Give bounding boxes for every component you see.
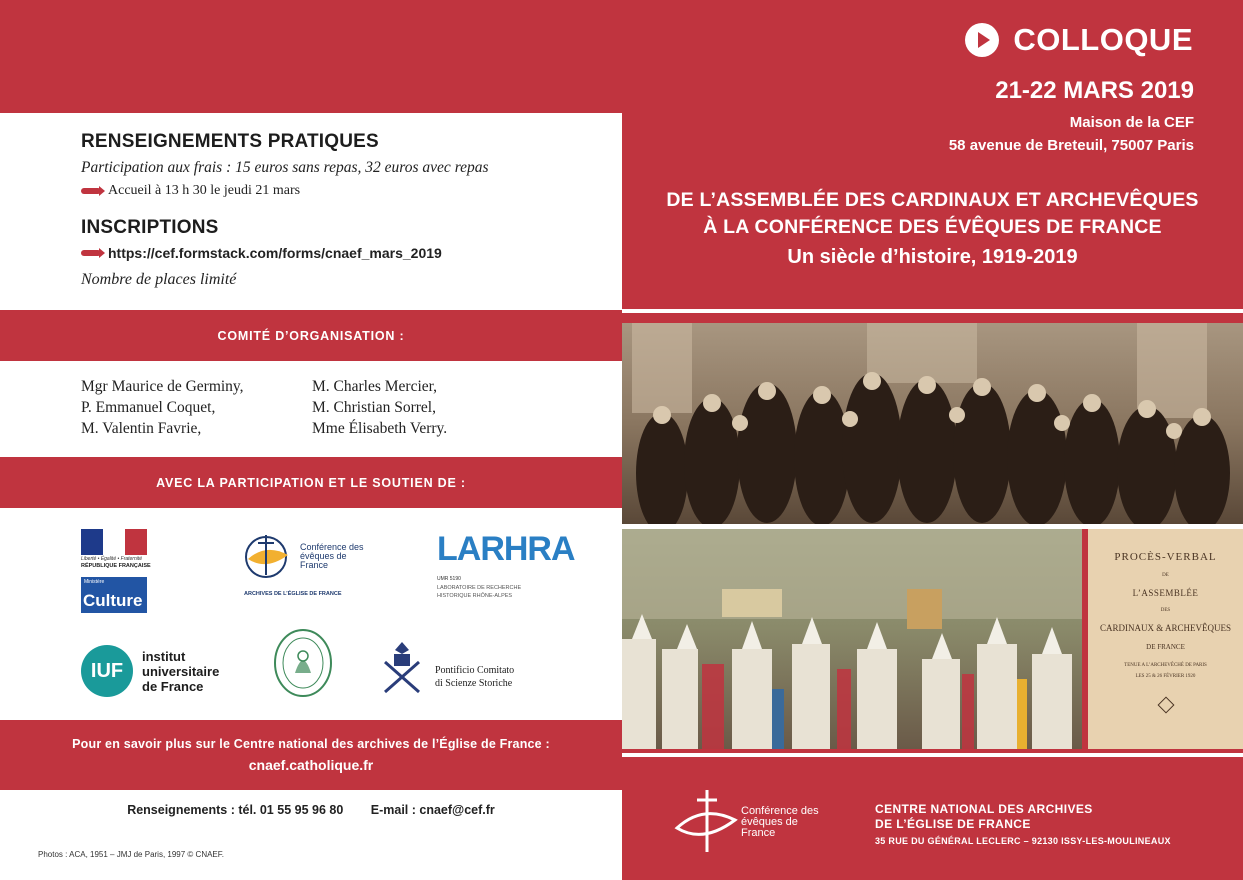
practical-title: RENSEIGNEMENTS PRATIQUES	[81, 131, 379, 152]
iuf-line1: institut	[142, 649, 186, 664]
archivistes-seal-logo	[273, 628, 333, 698]
pv-line1: PROCÈS-VERBAL	[1114, 551, 1217, 563]
welcome-text: Accueil à 13 h 30 le jeudi 21 mars	[108, 183, 301, 198]
subtitle: Un siècle d’histoire, 1919-2019	[787, 246, 1078, 268]
pv-line8: LES 25 & 26 FÉVRIER 1920	[1135, 674, 1196, 679]
member-name: Mgr Maurice de Germiny,	[81, 378, 244, 395]
title-line-1: DE L’ASSEMBLÉE DES CARDINAUX ET ARCHEVÊQUES	[666, 189, 1199, 211]
iuf-abbr: IUF	[90, 659, 124, 682]
arrow-icon	[81, 188, 101, 194]
pontificio-name	[435, 664, 514, 690]
venue-name: Maison de la CEF	[1069, 114, 1194, 131]
jmj-photo-image	[622, 529, 1082, 749]
member-name: P. Emmanuel Coquet,	[81, 399, 216, 416]
left-top-band	[0, 0, 622, 113]
proces-verbal-document	[1088, 529, 1243, 749]
member-name: Mme Élisabeth Verry.	[312, 420, 448, 437]
cardinals-photo-image	[622, 323, 1243, 524]
colloque-label: COLLOQUE	[1013, 22, 1193, 57]
pv-ornament-icon	[1157, 697, 1174, 714]
photo-credits: Photos : ACA, 1951 – JMJ de Paris, 1997 © CNAEF.	[38, 850, 224, 859]
proces-verbal-text	[1088, 529, 1243, 711]
larhra-wordmark: LARHRA	[437, 530, 575, 568]
divider	[622, 309, 1243, 313]
centre-address: 35 RUE DU GÉNÉRAL LECLERC – 92130 ISSY-LES-MOULINEAUX	[875, 836, 1171, 846]
ministere-culture-logo	[81, 529, 151, 613]
pv-line7: TENUE A L’ARCHEVÊCHÉ DE PARIS	[1124, 663, 1207, 668]
republique-flag-icon	[81, 529, 147, 555]
pontificio-line2: di Scienze Storiche	[435, 678, 513, 689]
iuf-logo	[81, 645, 231, 697]
registration-url[interactable]: https://cef.formstack.com/forms/cnaef_mars_2019	[108, 245, 442, 261]
more-info-text: Pour en savoir plus sur le Centre national des archives de l’Église de France :	[72, 737, 550, 751]
arrow-icon	[81, 250, 101, 256]
support-band	[0, 457, 622, 508]
pv-line2: DE	[1162, 573, 1169, 578]
colloque-title-block	[622, 187, 1243, 269]
cnaef-block	[875, 802, 1171, 846]
play-icon	[965, 23, 999, 57]
cef-archives-label: ARCHIVES DE L’ÉGLISE DE FRANCE	[244, 591, 342, 597]
centre-line1: CENTRE NATIONAL DES ARCHIVES	[875, 802, 1093, 816]
pontificio-line1: Pontificio Comitato	[435, 665, 515, 676]
cef-footer-name: Conférence des évêques de France	[741, 805, 819, 839]
pv-line4: DES	[1160, 608, 1171, 613]
papal-keys-icon	[377, 640, 427, 696]
member-name: M. Christian Sorrel,	[312, 399, 436, 416]
republique-name: RÉPUBLIQUE FRANÇAISE	[81, 563, 151, 569]
fees-text: Participation aux frais : 15 euros sans repas, 32 euros avec repas	[81, 159, 489, 176]
members-right-list	[312, 376, 447, 439]
cef-fish-cross-icon	[244, 531, 296, 583]
larhra-sub1: LABORATOIRE DE RECHERCHE	[437, 585, 522, 591]
iuf-line3: de France	[142, 679, 204, 694]
more-info-band	[0, 720, 622, 790]
ministere-label: Ministère	[84, 579, 105, 585]
larhra-logo	[437, 530, 575, 610]
pv-line6: DE FRANCE	[1146, 643, 1185, 651]
practical-info-section	[81, 131, 601, 289]
registration-link-line[interactable]	[81, 245, 601, 261]
cef-archives-logo	[244, 531, 364, 605]
larhra-sub2: HISTORIQUE RHÔNE-ALPES	[437, 593, 513, 599]
contact-line	[0, 803, 622, 817]
phone-text: Renseignements : tél. 01 55 95 96 80	[127, 803, 344, 817]
member-name: M. Valentin Favrie,	[81, 420, 202, 437]
culture-box	[81, 577, 147, 613]
colloque-header	[965, 22, 1193, 58]
members-left-list	[81, 376, 244, 439]
pv-line3: L’ASSEMBLÉE	[1132, 588, 1199, 598]
jmj-crowd-photo	[622, 529, 1082, 749]
cef-name: Conférence des évêques de France	[300, 542, 364, 570]
venue-address: 58 avenue de Breteuil, 75007 Paris	[948, 137, 1194, 154]
cef-footer-logo	[673, 786, 823, 856]
larhra-umr: UMR 5190	[437, 576, 461, 582]
seal-icon	[273, 628, 333, 698]
limited-places-text: Nombre de places limité	[81, 271, 237, 288]
welcome-line	[81, 183, 601, 199]
inscriptions-title: INSCRIPTIONS	[81, 217, 219, 238]
pv-line5: CARDINAUX & ARCHEVÊQUES	[1099, 623, 1231, 633]
iuf-line2: universitaire	[142, 664, 220, 679]
support-heading: AVEC LA PARTICIPATION ET LE SOUTIEN DE :	[156, 475, 466, 490]
pontificio-logo	[377, 640, 547, 696]
cardinals-group-photo	[622, 323, 1243, 524]
culture-label: Culture	[83, 591, 143, 610]
centre-line2: DE L’ÉGLISE DE FRANCE	[875, 817, 1031, 831]
republique-motto: Liberté • Égalité • Fraternité	[81, 556, 143, 562]
divider	[622, 753, 1243, 757]
member-name: M. Charles Mercier,	[312, 378, 438, 395]
iuf-name	[142, 649, 219, 694]
website-link[interactable]: cnaef.catholique.fr	[248, 757, 374, 773]
comite-heading: COMITÉ D’ORGANISATION :	[217, 328, 405, 343]
email-link[interactable]: E-mail : cnaef@cef.fr	[370, 803, 495, 817]
venue-block	[949, 111, 1194, 157]
comite-band	[0, 310, 622, 361]
title-line-2: À LA CONFÉRENCE DES ÉVÊQUES DE FRANCE	[703, 216, 1162, 238]
cef-fish-cross-icon	[673, 786, 743, 856]
iuf-circle	[81, 645, 133, 697]
event-date: 21-22 MARS 2019	[995, 77, 1194, 104]
